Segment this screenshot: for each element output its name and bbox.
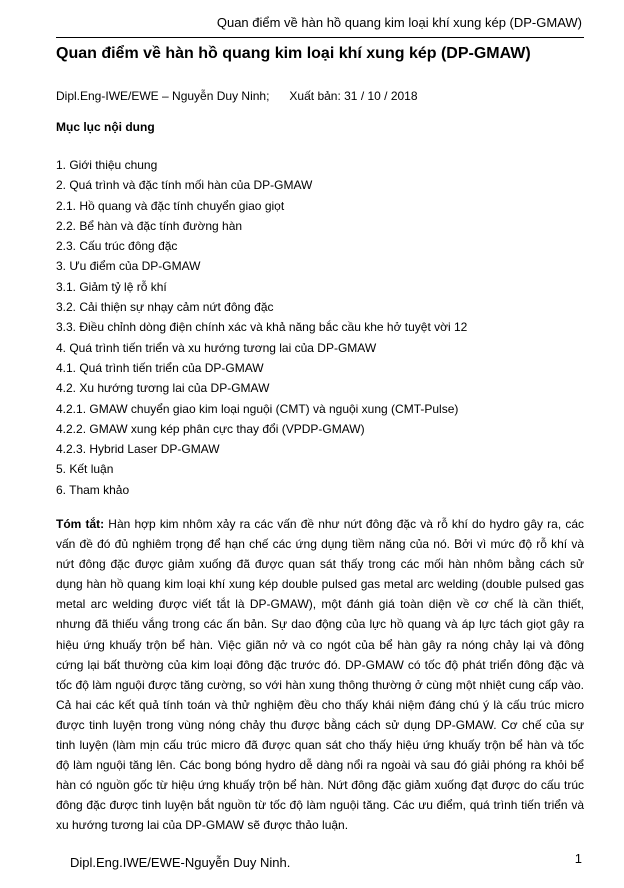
- running-header: Quan điểm về hàn hồ quang kim loại khí xung kép (DP-GMAW): [216, 15, 582, 30]
- page-number: 1: [574, 851, 582, 866]
- abstract-text: Hàn hợp kim nhôm xảy ra các vấn đề như nứt đông đặc và rỗ khí do hydro gây ra, các vấn đề đó đủ nghiêm trọng để hạn chế các ứng dụng tiềm năng của nó. Bởi vì mức độ rỗ khí và nứt đông đặc được giảm xuống đã được quan sát thấy trong các mối hàn nhôm bằng cách sử dụng hàn hồ quang kim loại khí xung kép double pulsed gas metal arc welding (double pulsed gas metal arc welding được viết tắt là DP-GMAW), một đánh giá toàn diện về cơ chế là cần thiết, nhưng đã thiếu vắng trong các ấn bản. Sự dao động của lực hồ quang và áp lực tách giọt gây ra hiệu ứng khuấy trộn bể hàn. Việc giãn nở và co ngót của bể hàn gây ra nóng chảy lại và đông cứng lại bất thường của kim loại đông đặc trước đó. DP-GMAW có tốc độ phát triển đông đặc và tốc độ làm nguội được tăng cường, so với hàn xung thông thường ở cùng một nhiệt cung cấp vào. Cả hai các kết quả tính toán và thử nghiệm đều cho thấy khái niệm đáng chú ý là cấu trúc micro được tinh luyện trong vùng nóng chảy thu được bằng cách sử dụng DP-GMAW. Cơ chế của sự tinh luyện (làm mịn cấu trúc micro đã được quan sát cho thấy hiệu ứng khuấy trộn bể hàn và tốc độ làm nguội tăng lên. Các bong bóng hydro dễ dàng nổi ra ngoài và sau đó giải phóng ra khỏi bể hàn có nguồn gốc từ hiệu ứng khuấy trộn bể hàn. Nứt đông đặc giảm xuống đạt được do cấu trúc đông đặc được tinh luyện bắt nguồn từ tốc độ làm nguội tăng. Các ưu điểm, quá trình tiến triển và xu hướng tương lai của DP-GMAW sẽ được thảo luận.: [56, 517, 584, 833]
- toc-item: 4.2.1. GMAW chuyển giao kim loại nguội (CMT) và nguội xung (CMT-Pulse): [56, 401, 459, 416]
- toc-item: 2.1. Hồ quang và đặc tính chuyển giao giọt: [56, 198, 285, 213]
- toc-item: 4.1. Quá trình tiến triển của DP-GMAW: [56, 360, 264, 375]
- toc-item: 2.3. Cấu trúc đông đặc: [56, 239, 178, 254]
- toc-item: 2. Quá trình và đặc tính mối hàn của DP-GMAW: [56, 178, 313, 193]
- toc-item: 3.1. Giảm tỷ lệ rỗ khí: [56, 279, 167, 294]
- toc-item: 6. Tham khảo: [56, 482, 130, 497]
- toc-item: 3. Ưu điểm của DP-GMAW: [56, 259, 201, 274]
- abstract-paragraph: [56, 514, 584, 836]
- toc-item: 4.2.2. GMAW xung kép phân cực thay đổi (VPDP-GMAW): [56, 421, 365, 436]
- table-of-contents: [56, 155, 467, 500]
- toc-item: 3.3. Điều chỉnh dòng điện chính xác và khả năng bắc cầu khe hở tuyệt vời 12: [56, 320, 468, 335]
- toc-item: 4.2.3. Hybrid Laser DP-GMAW: [56, 442, 220, 457]
- toc-item: 1. Giới thiệu chung: [56, 158, 158, 172]
- document-meta: [56, 88, 418, 104]
- abstract-label: Tóm tắt:: [56, 517, 105, 531]
- document-title: Quan điểm về hàn hồ quang kim loại khí xung kép (DP-GMAW): [56, 45, 531, 62]
- publish-date: Xuất bản: 31 / 10 / 2018: [289, 89, 418, 103]
- toc-heading: Mục lục nội dung: [56, 120, 155, 134]
- toc-item: 2.2. Bể hàn và đặc tính đường hàn: [56, 218, 243, 233]
- toc-item: 4.2. Xu hướng tương lai của DP-GMAW: [56, 381, 270, 396]
- toc-item: 4. Quá trình tiến triển và xu hướng tương lai của DP-GMAW: [56, 340, 377, 355]
- toc-item: 5. Kết luận: [56, 462, 114, 477]
- toc-item: 3.2. Cải thiện sự nhạy cảm nứt đông đặc: [56, 300, 274, 315]
- footer-author: Dipl.Eng.IWE/EWE-Nguyễn Duy Ninh.: [70, 855, 291, 870]
- header-divider: [56, 37, 584, 38]
- author-line: Dipl.Eng-IWE/EWE – Nguyễn Duy Ninh;: [56, 89, 270, 103]
